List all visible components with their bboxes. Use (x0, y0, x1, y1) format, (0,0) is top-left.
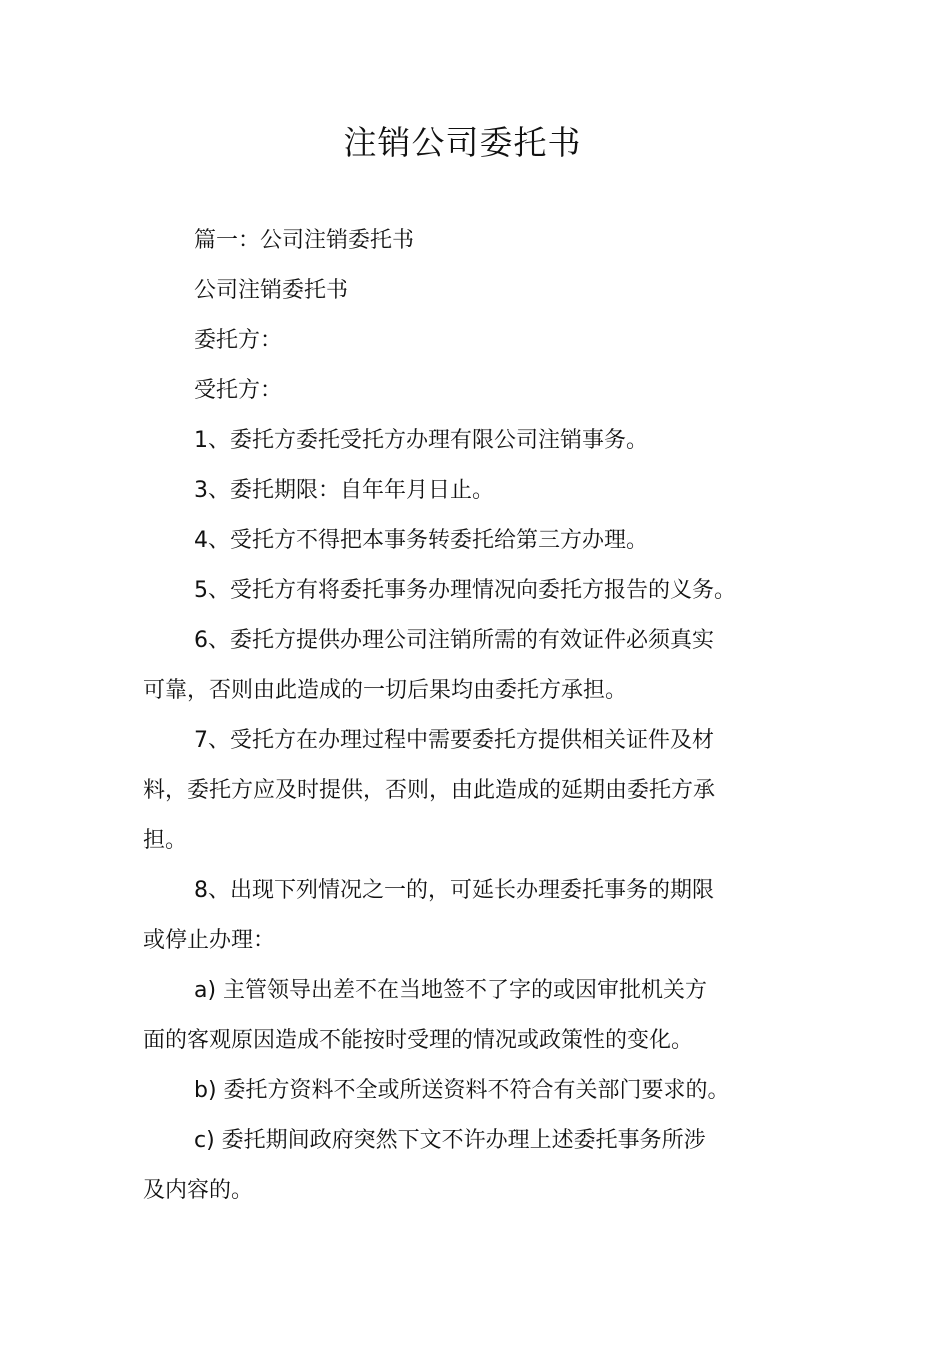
clause-5: 5、受托方有将委托事务办理情况向委托方报告的义务。 (194, 578, 736, 603)
document-body (143, 216, 743, 1216)
subtitle: 公司注销委托书 (194, 278, 349, 303)
item-c-line-1: c) 委托期间政府突然下文不许办理上述委托事务所涉 (194, 1128, 706, 1153)
clause-6-line-1: 6、委托方提供办理公司注销所需的有效证件必须真实 (194, 628, 714, 653)
clause-4: 4、受托方不得把本事务转委托给第三方办理。 (194, 528, 648, 553)
clause-8-line-2: 或停止办理： (143, 928, 276, 953)
item-c-line-2: 及内容的。 (143, 1178, 254, 1203)
agent-label: 受托方： (194, 378, 283, 403)
clause-1: 1、委托方委托受托方办理有限公司注销事务。 (194, 428, 648, 453)
section-heading: 篇一：公司注销委托书 (194, 228, 415, 253)
clause-6-line-2: 可靠，否则由此造成的一切后果均由委托方承担。 (143, 678, 628, 703)
item-a-line-1: a) 主管领导出差不在当地签不了字的或因审批机关方 (194, 978, 708, 1003)
document-title: 注销公司委托书 (343, 123, 582, 162)
principal-label: 委托方： (194, 328, 283, 353)
clause-7-line-2: 料，委托方应及时提供，否则，由此造成的延期由委托方承 (143, 778, 716, 803)
item-b: b) 委托方资料不全或所送资料不符合有关部门要求的。 (194, 1078, 730, 1103)
clause-7-line-1: 7、受托方在办理过程中需要委托方提供相关证件及材 (194, 728, 714, 753)
clause-7-line-3: 担。 (143, 828, 188, 853)
item-a-line-2: 面的客观原因造成不能按时受理的情况或政策性的变化。 (143, 1028, 694, 1053)
clause-3: 3、委托期限：自年年月日止。 (194, 478, 494, 503)
clause-8-line-1: 8、出现下列情况之一的，可延长办理委托事务的期限 (194, 878, 714, 903)
